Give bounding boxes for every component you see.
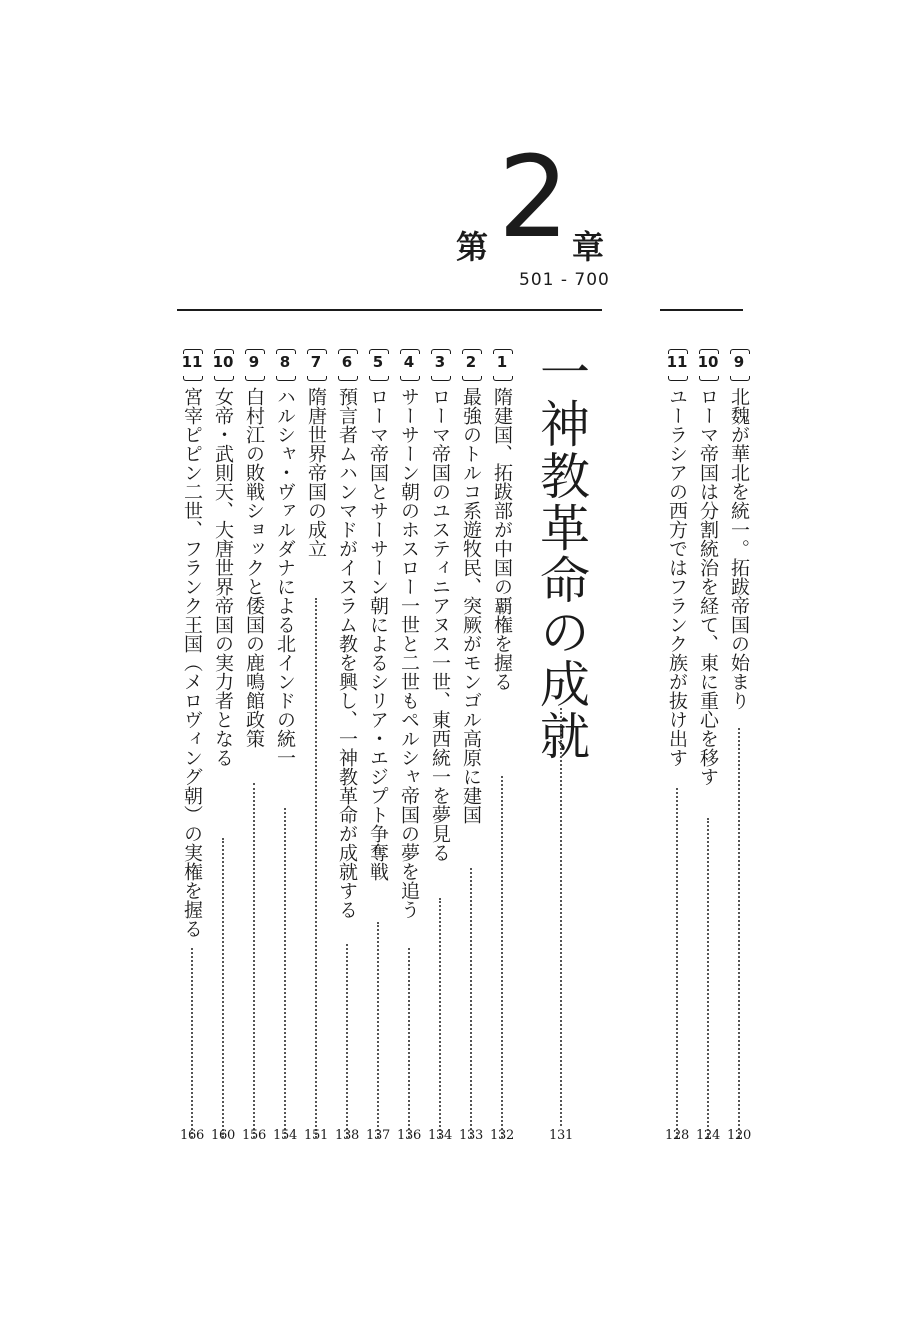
chapter-number: 2 [498, 133, 570, 263]
page-number: 156 [242, 1128, 266, 1143]
entry-number: 7 [303, 349, 329, 379]
toc-entry[interactable] [664, 349, 690, 1138]
entry-title: サーサーン朝のホスロー一世と二世もペルシャ帝国の夢を追う [398, 387, 420, 919]
entry-title: 女帝・武則天、大唐世界帝国の実力者となる [212, 387, 234, 767]
toc-entry[interactable] [489, 349, 515, 1138]
chapter-heading [448, 133, 618, 270]
leader-dots [707, 818, 709, 1138]
entry-number: 1 [489, 349, 515, 379]
leader-dots [560, 708, 562, 1126]
chapter-divider [177, 309, 602, 311]
entry-title: ローマ帝国とサーサーン朝によるシリア・エジプト争奪戦 [367, 387, 389, 881]
entry-title: ユーラシアの西方ではフランク族が抜け出す [666, 387, 688, 767]
leader-dots [315, 598, 317, 1138]
entry-title: 隋建国、拓跋部が中国の覇権を握る [491, 387, 513, 691]
leader-dots [253, 783, 255, 1138]
chapter-suffix: 章 [572, 228, 605, 266]
page-number: 133 [459, 1128, 483, 1143]
entry-number: 2 [458, 349, 484, 379]
toc-entry[interactable] [427, 349, 453, 1138]
previous-chapter-divider [660, 309, 743, 311]
entry-title: 隋唐世界帝国の成立 [305, 387, 327, 558]
toc-entry[interactable] [458, 349, 484, 1138]
page-number: 166 [180, 1128, 204, 1143]
leader-dots [284, 808, 286, 1138]
entry-title: ハルシャ・ヴァルダナによる北インドの統一 [274, 387, 296, 767]
leader-dots [346, 944, 348, 1138]
entry-title: ローマ帝国は分割統治を経て、東に重心を移す [697, 387, 719, 786]
page-number: 136 [397, 1128, 421, 1143]
leader-dots [738, 728, 740, 1138]
part-title[interactable]: 一神教革命の成就 [532, 346, 590, 762]
chapter-years: 501 - 700 [519, 270, 610, 290]
entry-number: 10 [210, 349, 236, 379]
toc-entry[interactable] [272, 349, 298, 1138]
toc-entry[interactable] [396, 349, 422, 1138]
entry-number: 9 [726, 349, 752, 379]
toc-entry[interactable] [334, 349, 360, 1138]
leader-dots [439, 898, 441, 1138]
toc-entry[interactable] [726, 349, 752, 1138]
toc-entry[interactable] [241, 349, 267, 1138]
entry-number: 9 [241, 349, 267, 379]
leader-dots [222, 838, 224, 1138]
entry-number: 5 [365, 349, 391, 379]
entry-title: ローマ帝国のユスティニアヌス一世、東西統一を夢見る [429, 387, 451, 862]
toc-entry[interactable] [210, 349, 236, 1138]
page-number: 151 [304, 1128, 328, 1143]
leader-dots [377, 922, 379, 1138]
page-number: 120 [727, 1128, 751, 1143]
toc-entry[interactable] [179, 349, 205, 1138]
leader-dots [676, 788, 678, 1138]
page-number: 131 [549, 1128, 573, 1143]
leader-dots [501, 776, 503, 1138]
toc-entry[interactable] [303, 349, 329, 1138]
entry-title: 預言者ムハンマドがイスラム教を興し、一神教革命が成就する [336, 387, 358, 919]
entry-title: 北魏が華北を統一。拓跋帝国の始まり [728, 387, 750, 710]
page-number: 128 [665, 1128, 689, 1143]
page-number: 124 [696, 1128, 720, 1143]
leader-dots [470, 868, 472, 1138]
page-number: 137 [366, 1128, 390, 1143]
page-number: 160 [211, 1128, 235, 1143]
toc-entry[interactable] [695, 349, 721, 1138]
page-number: 138 [335, 1128, 359, 1143]
entry-number: 3 [427, 349, 453, 379]
entry-number: 4 [396, 349, 422, 379]
entry-title: 宮宰ピピン二世、フランク王国（メロヴィング朝）の実権を握る [181, 387, 203, 938]
chapter-prefix: 第 [456, 228, 489, 266]
entry-number: 8 [272, 349, 298, 379]
entry-number: 6 [334, 349, 360, 379]
page-number: 134 [428, 1128, 452, 1143]
toc-entry[interactable] [365, 349, 391, 1138]
entry-number: 11 [664, 349, 690, 379]
entry-title: 最強のトルコ系遊牧民、突厥がモンゴル高原に建国 [460, 387, 482, 824]
entry-title: 白村江の敗戦ショックと倭国の鹿鳴館政策 [243, 387, 265, 748]
leader-dots [408, 948, 410, 1138]
entry-number: 11 [179, 349, 205, 379]
entry-number: 10 [695, 349, 721, 379]
page-number: 132 [490, 1128, 514, 1143]
leader-dots [191, 948, 193, 1138]
page-number: 154 [273, 1128, 297, 1143]
